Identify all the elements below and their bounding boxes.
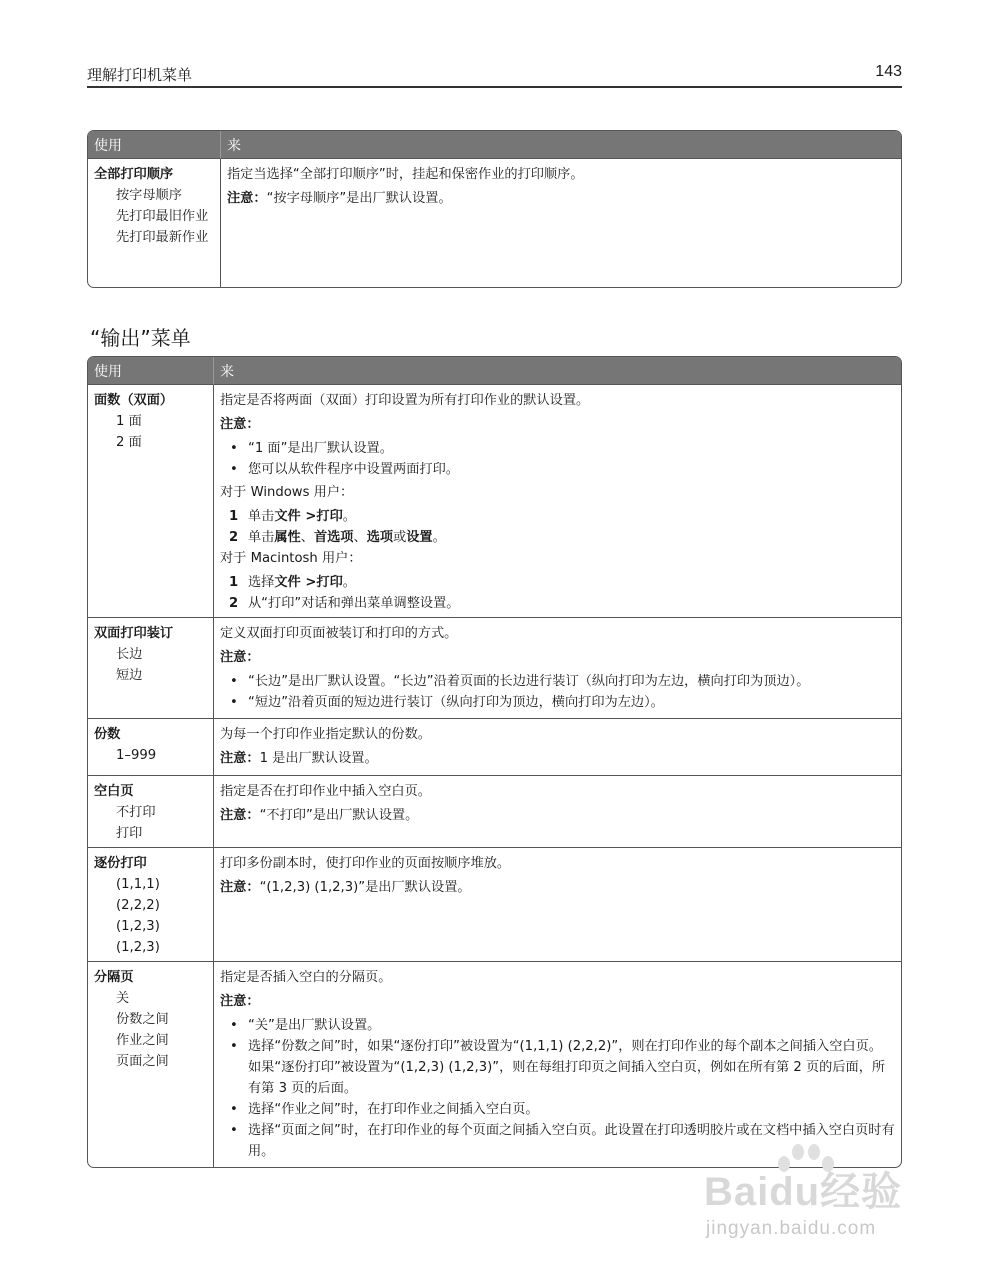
step-number: 1 (229, 509, 239, 524)
menu-option: (1,1,1) (2,2,2) (116, 877, 160, 913)
step-text: 、 (300, 530, 314, 545)
menu-option: 作业之间 (116, 1033, 169, 1048)
menu-option: (1,2,3) (1,2,3) (116, 919, 160, 955)
step-number: 1 (229, 575, 239, 590)
table-row (88, 618, 901, 719)
menu-path-options: 选项 (366, 530, 394, 545)
menu-option: 先打印最新作业 (116, 230, 209, 245)
note-label: 注意： (220, 751, 260, 766)
bullet-item: • “短边”沿着页面的短边进行装订（纵向打印为顶边，横向打印为左边）。 (220, 692, 895, 713)
bullet-item: • 选择“页面之间”时，在打印作业的每个页面之间插入空白页。此设置在打印透明胶片或在文档中插入空白页时有用。 (220, 1120, 895, 1162)
menu-item-label: 双面打印装订 (94, 626, 174, 641)
note-text: “(1,2,3) (1,2,3)”是出厂默认设置。 (259, 880, 471, 895)
step-text: 单击 (248, 509, 275, 524)
description: 指定是否将两面（双面）打印设置为所有打印作业的默认设置。 (220, 393, 590, 408)
menu-option: 1 面 (116, 414, 142, 429)
step-number: 2 (229, 530, 239, 545)
table-row (88, 159, 901, 287)
note-text: 1 是出厂默认设置。 (259, 751, 378, 766)
table-row (88, 962, 901, 1167)
description: 指定是否在打印作业中插入空白页。 (220, 784, 431, 799)
note-label: 注意： (220, 808, 260, 823)
windows-intro: 对于 Windows 用户： (220, 485, 354, 500)
menu-path-file: 文件 (274, 575, 301, 590)
bullet-item: • “关”是出厂默认设置。 (220, 1015, 895, 1036)
menu-option: 按字母顺序 (116, 188, 182, 203)
description: 指定是否插入空白的分隔页。 (220, 970, 392, 985)
menu-option: 短边 (116, 668, 143, 683)
note-label: 注意： (220, 650, 260, 665)
bullet-item: • “1 面”是出厂默认设置。 (220, 438, 895, 459)
watermark-url: jingyan.baidu.com (706, 1218, 877, 1239)
step-text: 或 (393, 530, 407, 545)
menu-option: 不打印 (116, 805, 156, 820)
bullet-item: • 选择“份数之间”时，如果“逐份打印”被设置为“(1,1,1) (2,2,2)”，则在打印作业的每个副本之间插入空白页。如果“逐份打印”被设置为“(1,2,3) (1,2,3)”，则在每组打印页之间插入空白页，例如在所有第 2 页的后面，所有第 3 页的后面。 (220, 1036, 895, 1099)
menu-option: 份数之间 (116, 1012, 169, 1027)
menu-option: 打印 (116, 826, 143, 841)
menu-item-label: 逐份打印 (94, 856, 147, 871)
menu-item-label: 空白页 (94, 784, 134, 799)
bullet-item: • 您可以从软件程序中设置两面打印。 (220, 459, 895, 480)
description: 打印多份副本时，使打印作业的页面按顺序堆放。 (220, 856, 511, 871)
print-order-table (87, 130, 902, 288)
table-row (88, 385, 901, 618)
step-text: 。 (342, 509, 356, 524)
note-label: 注意： (220, 417, 260, 432)
output-menu-table (87, 356, 902, 1168)
bullet-item: • 选择“作业之间”时，在打印作业之间插入空白页。 (220, 1099, 895, 1120)
table-row (88, 719, 901, 776)
note-text: “按字母顺序”是出厂默认设置。 (266, 191, 452, 206)
note-label: 注意： (220, 880, 260, 895)
step-item (220, 572, 895, 593)
page-number: 143 (875, 63, 902, 80)
menu-option: 页面之间 (116, 1054, 169, 1069)
column-header-use: 使用 (88, 357, 214, 385)
header-title: 理解打印机菜单 (87, 66, 193, 84)
note-label: 注意： (227, 191, 267, 206)
menu-path-print: 打印 (316, 509, 343, 524)
menu-path-print: 打印 (316, 575, 343, 590)
menu-path-separator: > (300, 509, 317, 524)
column-header-use: 使用 (88, 131, 221, 159)
step-text: 从“打印”对话和弹出菜单调整设置。 (248, 596, 460, 611)
step-text: 单击 (248, 530, 275, 545)
note-label: 注意： (220, 994, 260, 1009)
page-header (87, 62, 902, 88)
menu-option: 关 (116, 991, 130, 1006)
description: 为每一个打印作业指定默认的份数。 (220, 727, 431, 742)
menu-path-properties: 属性 (274, 530, 301, 545)
step-item (220, 593, 895, 614)
note-text: “不打印”是出厂默认设置。 (259, 808, 419, 823)
watermark-brand: Baidu经验 (704, 1170, 903, 1214)
menu-option: 先打印最旧作业 (116, 209, 209, 224)
step-number: 2 (229, 596, 239, 611)
bullet-item: • “长边”是出厂默认设置。“长边”沿着页面的长边进行装订（纵向打印为左边，横向打印为顶边）。 (220, 671, 895, 692)
menu-option: 2 面 (116, 435, 142, 450)
menu-item-label: 全部打印顺序 (94, 167, 174, 182)
table-row (88, 776, 901, 848)
menu-option: 长边 (116, 647, 143, 662)
menu-path-preferences: 首选项 (313, 530, 354, 545)
step-item (220, 506, 895, 527)
menu-path-setup: 设置 (406, 530, 433, 545)
menu-item-label: 分隔页 (94, 970, 134, 985)
menu-path-file: 文件 (274, 509, 301, 524)
description: 指定当选择“全部打印顺序”时，挂起和保密作业的打印顺序。 (227, 167, 584, 182)
menu-item-label: 份数 (94, 727, 121, 742)
column-header-to: 来 (221, 131, 901, 159)
step-text: 选择 (248, 575, 275, 590)
macintosh-intro: 对于 Macintosh 用户： (220, 551, 362, 566)
description: 定义双面打印页面被装订和打印的方式。 (220, 626, 458, 641)
section-title: “输出”菜单 (90, 326, 191, 350)
table-row (88, 848, 901, 962)
menu-option: 1–999 (116, 748, 157, 763)
menu-path-separator: > (300, 575, 317, 590)
step-text: 。 (432, 530, 446, 545)
step-text: 、 (353, 530, 367, 545)
step-text: 。 (342, 575, 356, 590)
step-item (220, 527, 895, 548)
column-header-to: 来 (214, 357, 901, 385)
menu-item-label: 面数（双面） (94, 393, 174, 408)
